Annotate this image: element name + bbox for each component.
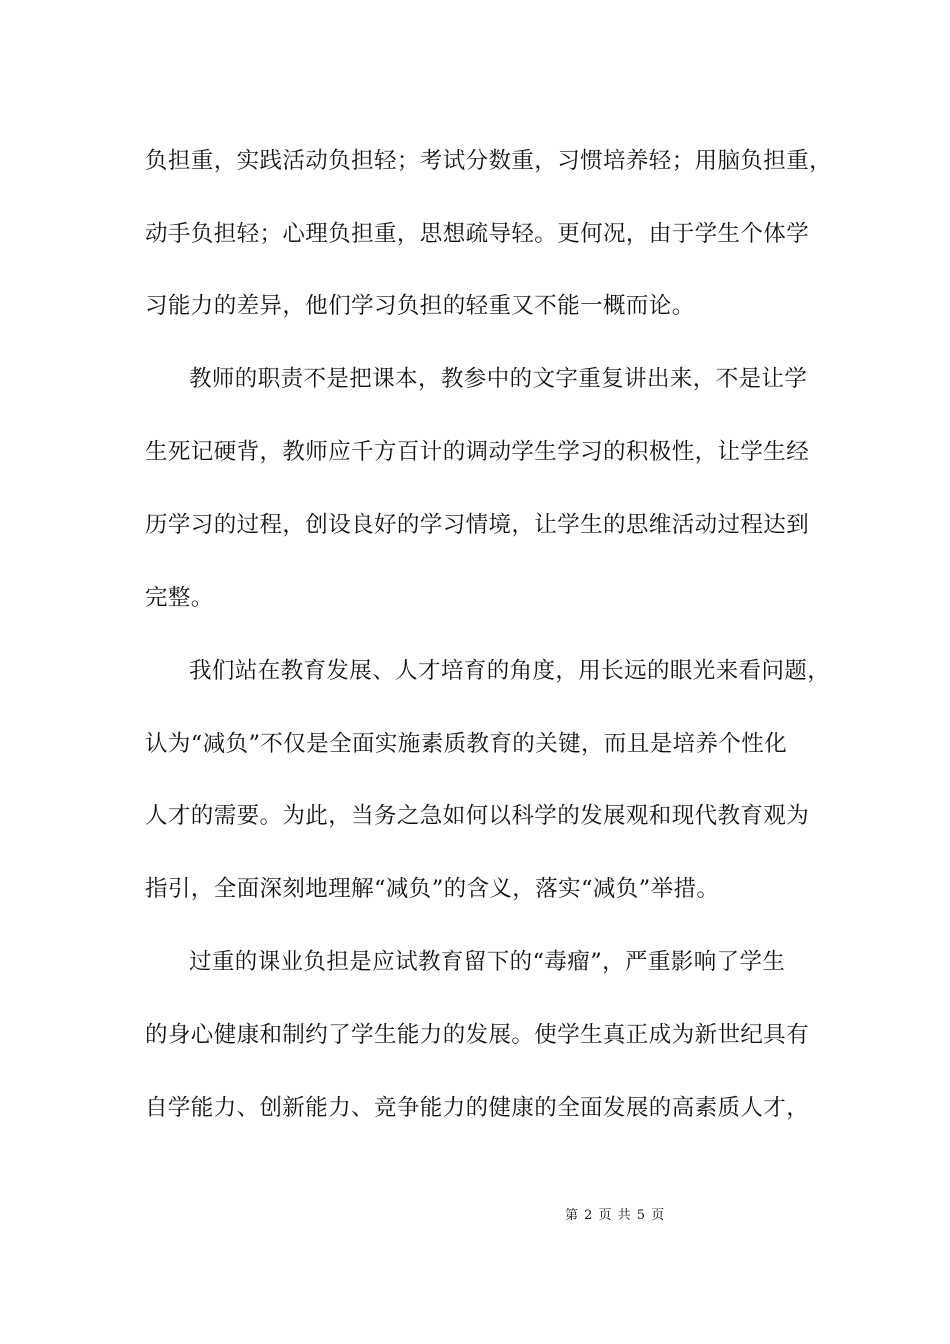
text-line: 人才的需要。为此，当务之急如何以科学的发展观和现代教育观为 (145, 803, 810, 829)
text-line: 历学习的过程，创设良好的学习情境，让学生的思维活动过程达到 (145, 512, 810, 538)
text-line: 的身心健康和制约了学生能力的发展。使学生真正成为新世纪具有 (145, 1022, 810, 1048)
text-line: 自学能力、创新能力、竞争能力的健康的全面发展的高素质人才， (145, 1095, 810, 1121)
text-line: 生死记硬背，教师应千方百计的调动学生学习的积极性，让学生经 (145, 439, 810, 465)
text-line: 动手负担轻；心理负担重，思想疏导轻。更何况，由于学生个体学 (145, 221, 810, 247)
text-line: 教师的职责不是把课本，教参中的文字重复讲出来，不是让学 (189, 366, 808, 392)
text-line: 负担重，实践活动负担轻；考试分数重，习惯培养轻；用脑负担重， (145, 148, 833, 174)
text-line: 完整。 (145, 585, 214, 611)
text-line: 过重的课业负担是应试教育留下的“毒瘤”，严重影响了学生 (189, 949, 786, 975)
text-line: 指引，全面深刻地理解“减负”的含义，落实“减负”举措。 (145, 876, 720, 902)
text-line: 认为“减负”不仅是全面实施素质教育的关键，而且是培养个性化 (145, 731, 788, 757)
text-line: 我们站在教育发展、人才培育的角度，用长远的眼光来看问题， (189, 658, 831, 684)
text-line: 习能力的差异，他们学习负担的轻重又不能一概而论。 (145, 293, 695, 319)
page-number-footer: 第 2 页 共 5 页 (565, 1208, 666, 1223)
